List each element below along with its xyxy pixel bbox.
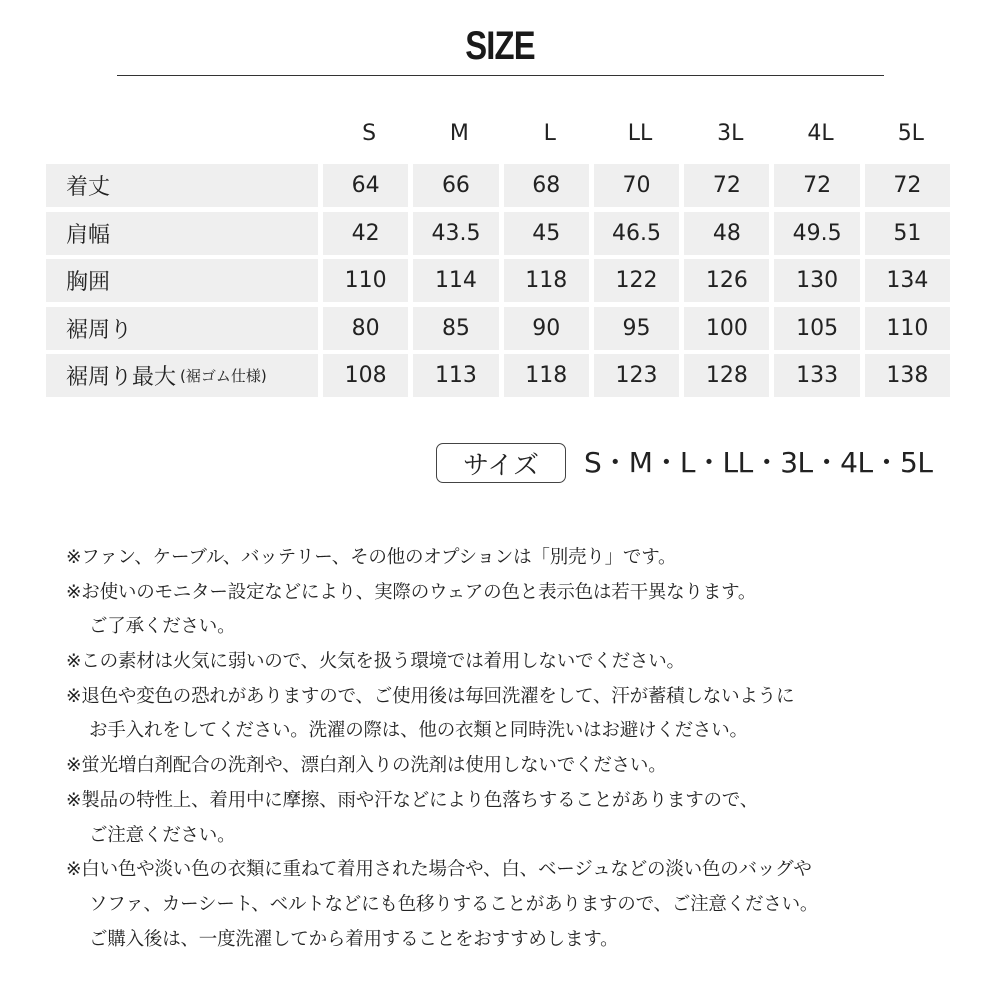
- size-list: S・M・L・LL・3L・4L・5L: [584, 446, 933, 479]
- table-cell: 42: [323, 212, 408, 255]
- table-cell: 85: [413, 307, 498, 350]
- notes-section: [66, 541, 966, 957]
- table-cell: 95: [594, 307, 679, 350]
- table-cell: 122: [594, 259, 679, 302]
- table-cell: 70: [594, 164, 679, 207]
- note-line: ※お使いのモニター設定などにより、実際のウェアの色と表示色は若干異なります。: [66, 581, 757, 603]
- table-row: [46, 354, 956, 397]
- table-cell: 123: [594, 354, 679, 397]
- row-label-text: 肩幅: [66, 222, 111, 248]
- table-cell: 118: [504, 354, 589, 397]
- table-cell: 45: [504, 212, 589, 255]
- page-title: SIZE: [465, 24, 535, 68]
- table-row: [46, 212, 956, 255]
- table-cell: 110: [865, 307, 950, 350]
- row-label: [46, 307, 318, 350]
- table-row: [46, 164, 956, 207]
- note-line: ※製品の特性上、着用中に摩擦、雨や汗などにより色落ちすることがありますので、: [66, 789, 759, 811]
- row-label: [46, 354, 318, 397]
- size-header-3l: 3L: [717, 121, 744, 146]
- row-label: [46, 164, 318, 207]
- note-line: ※白い色や淡い色の衣類に重ねて着用された場合や、白、ベージュなどの淡い色のバッグや: [66, 859, 812, 881]
- row-label-text: 胸囲: [66, 270, 111, 295]
- table-cell: 46.5: [594, 212, 679, 255]
- row-label: [46, 212, 318, 255]
- table-cell: 105: [774, 307, 859, 350]
- table-cell: 130: [774, 259, 859, 302]
- note-line: ※この素材は火気に弱いので、火気を扱う環境では着用しないでください。: [66, 651, 685, 673]
- size-header-5l: 5L: [897, 121, 924, 146]
- table-cell: 72: [865, 164, 950, 207]
- note-line: ※退色や変色の恐れがありますので、ご使用後は毎回洗濯をして、汗が蓄積しないように: [66, 685, 795, 707]
- table-cell: 118: [504, 259, 589, 302]
- table-cell: 64: [323, 164, 408, 207]
- title-underline: [117, 75, 884, 76]
- table-cell: 66: [413, 164, 498, 207]
- table-row: [46, 259, 956, 302]
- table-cell: 128: [684, 354, 769, 397]
- note-line: ご購入後は、一度洗濯してから着用することをおすすめします。: [89, 928, 619, 950]
- table-cell: 110: [323, 259, 408, 302]
- size-table: [46, 164, 956, 402]
- size-header-row: [324, 114, 956, 154]
- size-label-box: サイズ: [436, 443, 566, 483]
- size-header-ll: LL: [627, 121, 653, 146]
- table-cell: 51: [865, 212, 950, 255]
- table-cell: 72: [774, 164, 859, 207]
- size-header-4l: 4L: [807, 121, 834, 146]
- table-cell: 72: [684, 164, 769, 207]
- table-cell: 68: [504, 164, 589, 207]
- table-cell: 134: [865, 259, 950, 302]
- size-header-s: S: [362, 121, 377, 146]
- row-label-text: 着丈: [66, 175, 111, 200]
- note-line: ※ファン、ケーブル、バッテリー、その他のオプションは「別売り」です。: [66, 547, 677, 568]
- table-cell: 126: [684, 259, 769, 302]
- table-cell: 100: [684, 307, 769, 350]
- note-line: ソファ、カーシート、ベルトなどにも色移りすることがありますので、ご注意ください。: [89, 893, 819, 915]
- table-row: [46, 307, 956, 350]
- table-cell: 90: [504, 307, 589, 350]
- size-header-m: M: [449, 121, 469, 146]
- row-label-text: 裾周り: [66, 317, 133, 343]
- table-cell: 108: [323, 354, 408, 397]
- note-line: ご了承ください。: [89, 616, 236, 638]
- row-label: [46, 259, 318, 302]
- note-line: お手入れをしてください。洗濯の際は、他の衣類と同時洗いはお避けください。: [89, 720, 748, 742]
- table-cell: 43.5: [413, 212, 498, 255]
- table-cell: 113: [413, 354, 498, 397]
- table-cell: 138: [865, 354, 950, 397]
- note-line: ご注意ください。: [89, 824, 236, 846]
- table-cell: 48: [684, 212, 769, 255]
- size-header-l: L: [543, 121, 556, 146]
- table-cell: 49.5: [774, 212, 859, 255]
- row-label-note: (裾ゴム仕様): [180, 367, 267, 385]
- table-cell: 114: [413, 259, 498, 302]
- table-cell: 133: [774, 354, 859, 397]
- table-cell: 80: [323, 307, 408, 350]
- row-label-text: 裾周り最大: [66, 365, 177, 390]
- note-line: ※蛍光増白剤配合の洗剤や、漂白剤入りの洗剤は使用しないでください。: [66, 755, 667, 777]
